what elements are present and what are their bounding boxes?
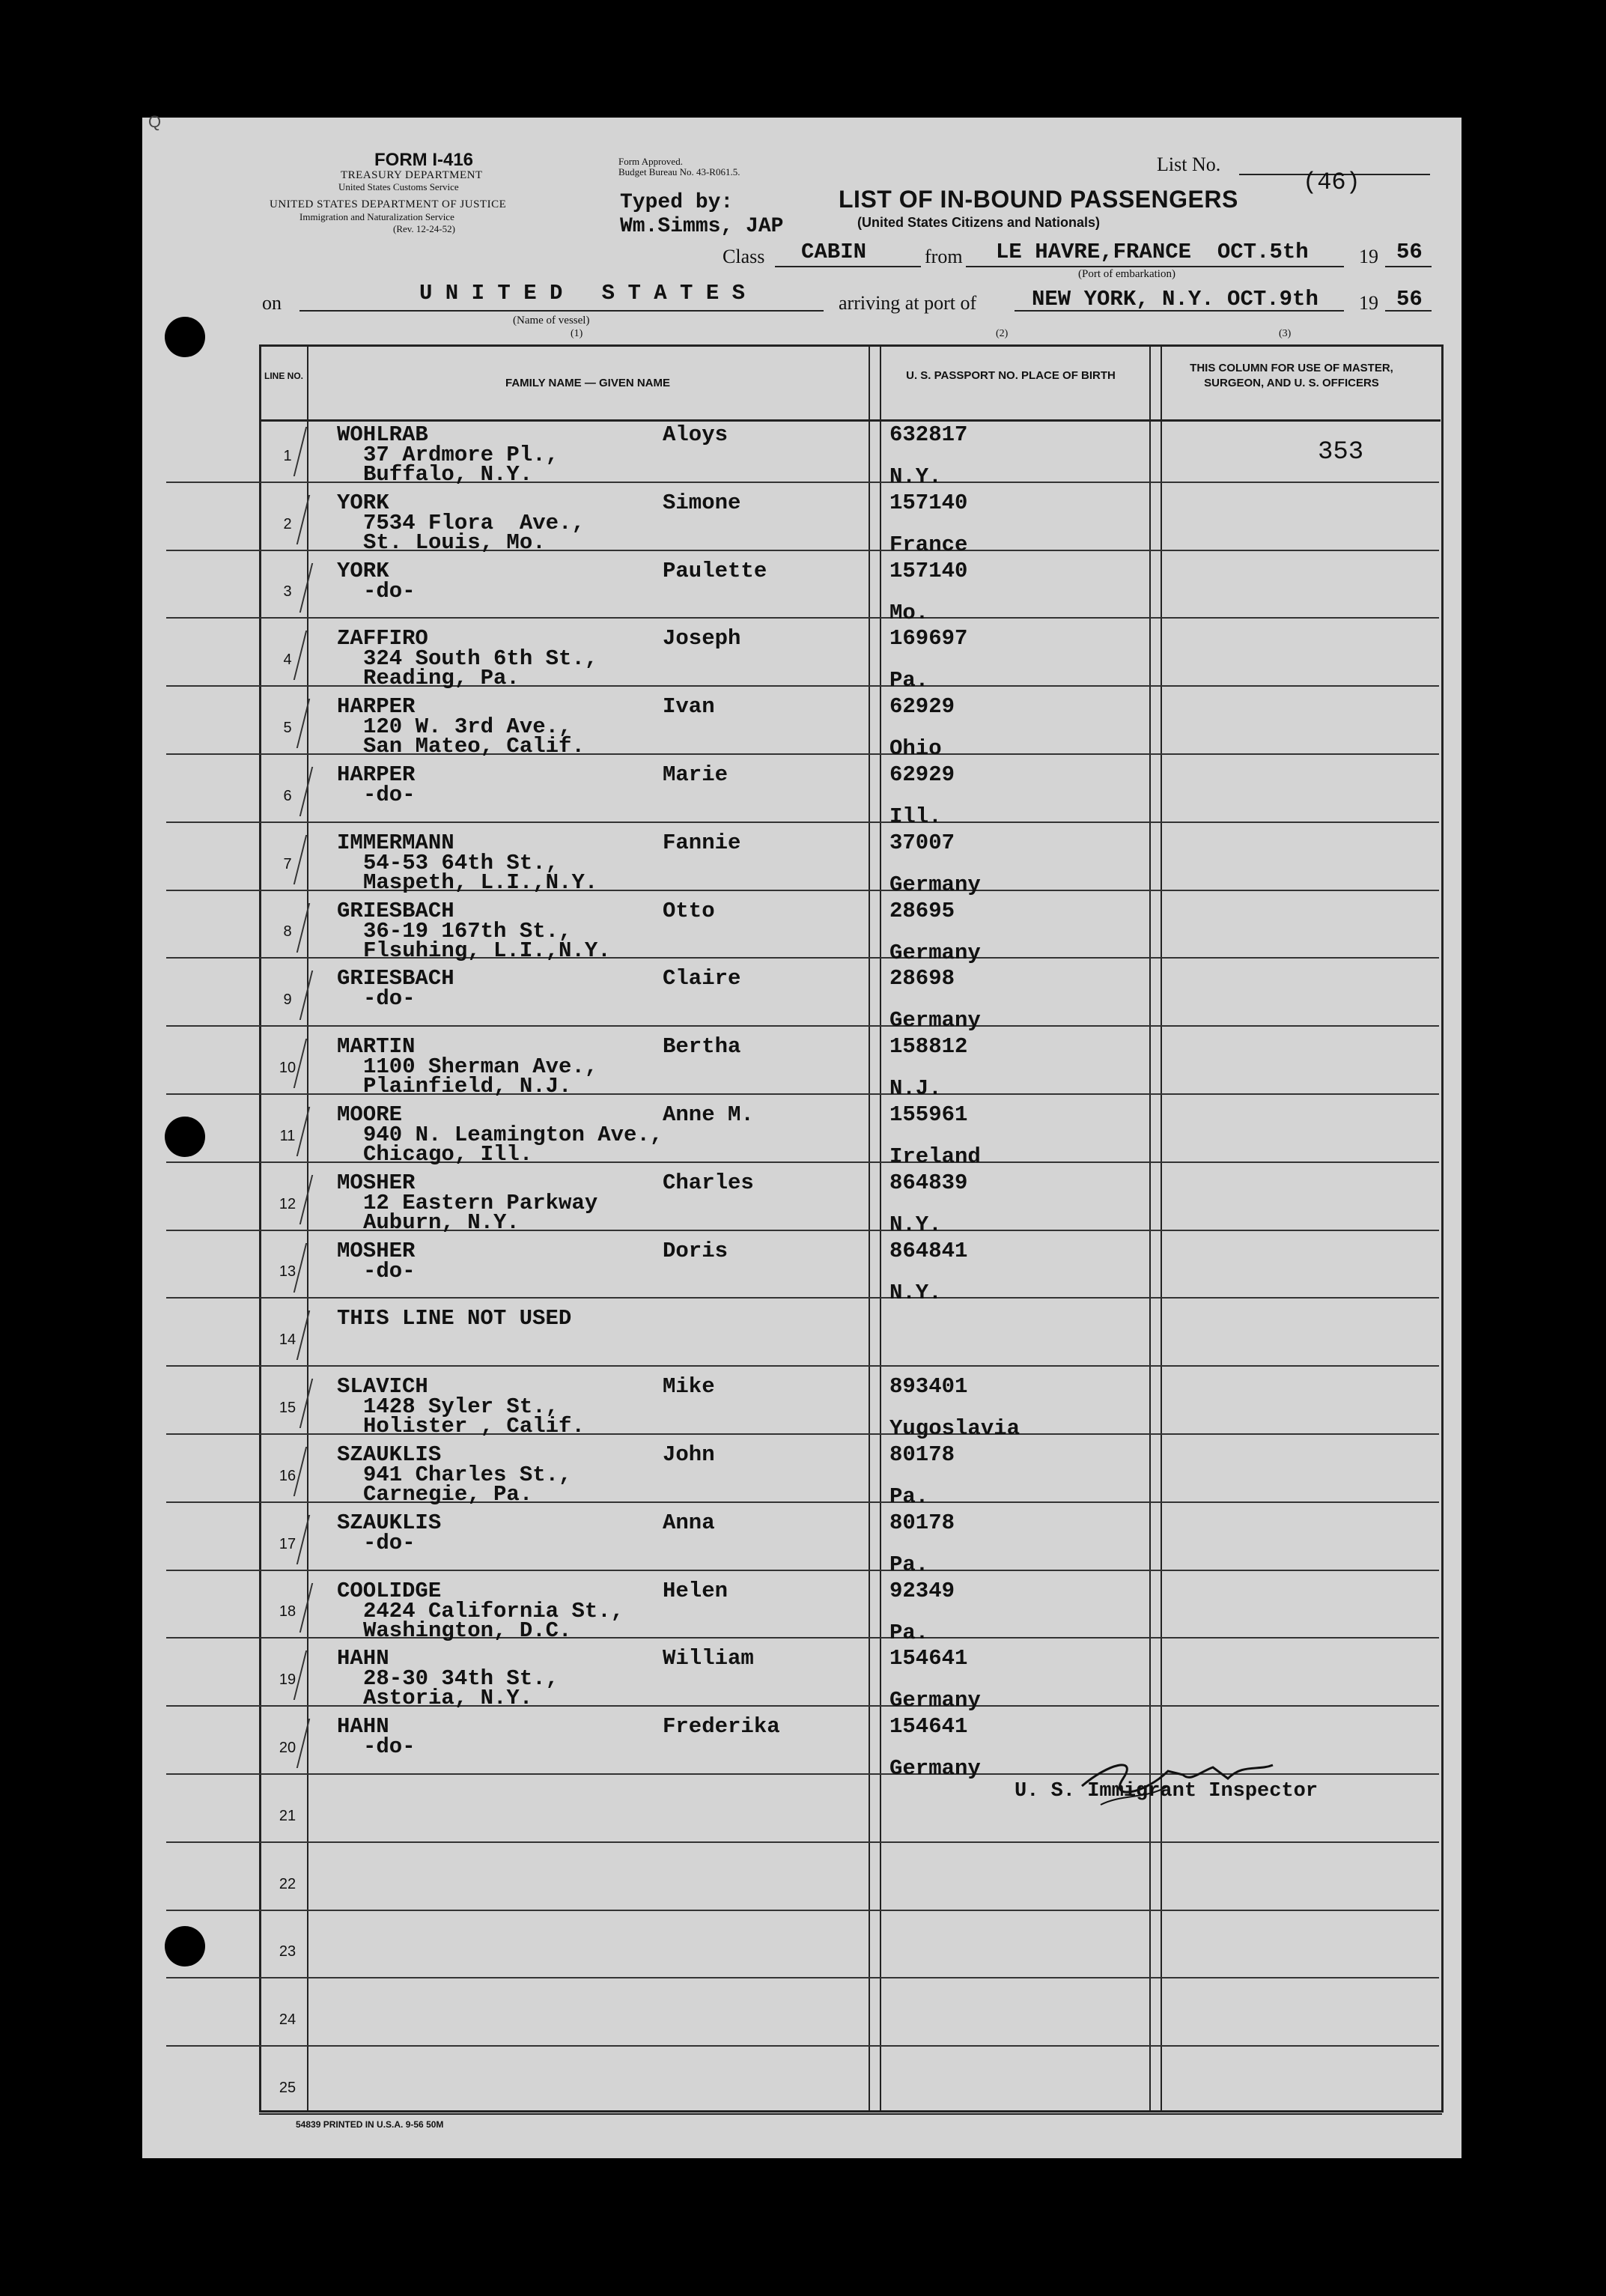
row-number: 6: [283, 787, 292, 804]
passport-number: 154641: [889, 1646, 968, 1671]
given-name: Claire: [663, 966, 741, 991]
given-name: William: [663, 1646, 754, 1671]
passport-number: 28695: [889, 898, 955, 923]
row-rule: [166, 1025, 1439, 1027]
year-underline-1: [1385, 266, 1432, 267]
row-rule: [166, 482, 1439, 483]
passport-number: 154641: [889, 1714, 968, 1740]
family-name: GRIESBACH: [337, 966, 454, 991]
family-name: YORK: [337, 490, 389, 515]
col2-note: (2): [996, 328, 1009, 339]
family-name: GRIESBACH: [337, 898, 454, 923]
address-line-1: -do-: [363, 578, 416, 604]
row-rule: [166, 753, 1439, 755]
family-name: SZAUKLIS: [337, 1442, 442, 1467]
list-no-label: List No.: [1157, 154, 1221, 175]
family-name: YORK: [337, 558, 389, 583]
header-passport: U. S. PASSPORT NO. PLACE OF BIRTH: [906, 369, 1116, 382]
col1-note: (1): [571, 328, 583, 339]
year-prefix-1: 19: [1359, 246, 1378, 267]
row-rule: [166, 1841, 1439, 1843]
class-underline: [775, 266, 921, 267]
given-name: Doris: [663, 1238, 729, 1263]
address-line-1: 941 Charles St.,: [363, 1463, 572, 1487]
family-name: MOORE: [337, 1102, 403, 1127]
address-line-1: 940 N. Leamington Ave.,: [363, 1123, 663, 1147]
family-name: MOSHER: [337, 1170, 416, 1195]
row-number: 24: [279, 2011, 296, 2029]
address-line-2: St. Louis, Mo.: [363, 529, 546, 555]
row-rule: [166, 1161, 1439, 1163]
given-name: Fannie: [663, 830, 741, 855]
address-line-2: Maspeth, L.I.,N.Y.: [363, 869, 598, 895]
place-of-birth: N.Y.: [889, 1212, 942, 1237]
row-number: 16: [279, 1467, 296, 1484]
address-line-1: -do-: [363, 1734, 416, 1760]
vessel-underline: [299, 310, 824, 312]
table-bottom-double: [259, 2113, 1442, 2115]
dept-customs: United States Customs Service: [338, 181, 459, 192]
row-rule: [166, 957, 1439, 959]
from-label: from: [925, 246, 963, 267]
address-line-1: 54-53 64th St.,: [363, 850, 559, 875]
address-line-2: Reading, Pa.: [363, 666, 520, 691]
passport-number: 62929: [889, 694, 955, 720]
row-number: 21: [279, 1807, 296, 1824]
passport-number: 157140: [889, 558, 968, 583]
place-of-birth: Ill.: [889, 804, 942, 829]
on-label: on: [262, 292, 282, 314]
place-of-birth: Pa.: [889, 1552, 929, 1577]
address-line-2: Auburn, N.Y.: [363, 1209, 520, 1235]
passport-number: 632817: [889, 422, 968, 447]
row-rule: [166, 890, 1439, 891]
row-rule: [166, 1705, 1439, 1707]
row-number: 7: [283, 855, 292, 872]
row-rule: [166, 1297, 1439, 1299]
address-line-1: 36-19 167th St.,: [363, 918, 572, 944]
family-name: SLAVICH: [337, 1374, 428, 1400]
punch-hole-top: [165, 317, 205, 357]
address-line-1: -do-: [363, 986, 416, 1012]
place-of-birth: Pa.: [889, 668, 929, 693]
address-line-1: 37 Ardmore Pl.,: [363, 443, 559, 467]
punch-hole-middle: [165, 1117, 205, 1157]
place-of-birth: Germany: [889, 940, 981, 965]
place-of-birth: Germany: [889, 1688, 981, 1713]
arriving-label: arriving at port of: [839, 292, 977, 314]
address-line-1: -do-: [363, 1258, 416, 1284]
row-rule: [166, 2045, 1439, 2047]
address-line-2: Buffalo, N.Y.: [363, 462, 533, 487]
family-name: WOHLRAB: [337, 422, 428, 447]
row-number: 14: [279, 1331, 296, 1349]
row-rule: [166, 1977, 1439, 1978]
address-line-1: -do-: [363, 1530, 416, 1555]
given-name: Frederika: [663, 1714, 780, 1740]
form-revision: (Rev. 12-24-52): [393, 223, 455, 234]
list-no-value: (46): [1303, 168, 1360, 196]
place-of-birth: Germany: [889, 1756, 981, 1782]
row-rule: [166, 1501, 1439, 1503]
row-number: 4: [283, 652, 292, 669]
family-name: IMMERMANN: [337, 830, 454, 855]
place-of-birth: Germany: [889, 872, 981, 897]
row-number: 13: [279, 1263, 296, 1281]
given-name: Mike: [663, 1374, 715, 1400]
address-line-2: San Mateo, Calif.: [363, 734, 585, 759]
passport-number: 169697: [889, 626, 968, 652]
place-of-birth: N.Y.: [889, 1280, 942, 1305]
port-embark-note: (Port of embarkation): [1078, 268, 1175, 280]
passport-number: 158812: [889, 1034, 968, 1060]
col3-note: (3): [1279, 328, 1292, 339]
typed-by-value: Wm.Simms, JAP: [620, 215, 784, 238]
row-rule: [166, 550, 1439, 551]
class-value: CABIN: [801, 240, 867, 264]
passport-number: 864839: [889, 1170, 968, 1195]
family-name: HARPER: [337, 694, 416, 720]
row-number: 15: [279, 1400, 296, 1416]
address-line-1: 324 South 6th St.,: [363, 646, 598, 672]
passport-number: 62929: [889, 762, 955, 787]
row-rule: [166, 685, 1439, 687]
family-name: MARTIN: [337, 1034, 416, 1060]
row-number: 19: [279, 1671, 296, 1689]
row-rule: [166, 617, 1439, 619]
place-of-birth: Pa.: [889, 1620, 929, 1645]
family-name: COOLIDGE: [337, 1578, 442, 1603]
header-rule: [259, 419, 1441, 422]
row-number: 3: [283, 583, 292, 601]
corner-mark: Q: [148, 112, 162, 131]
typed-by-label: Typed by:: [620, 191, 734, 214]
passport-number: 893401: [889, 1374, 968, 1400]
row-number: 11: [279, 1127, 296, 1144]
year-value-2: 56: [1396, 287, 1423, 312]
address-line-1: -do-: [363, 783, 416, 807]
address-line-1: 2424 California St.,: [363, 1598, 624, 1624]
place-of-birth: France: [889, 532, 968, 557]
address-line-2: Holister , Calif.: [363, 1414, 585, 1439]
address-line-1: 7534 Flora Ave.,: [363, 510, 585, 535]
given-name: Marie: [663, 762, 729, 787]
place-of-birth: Pa.: [889, 1484, 929, 1509]
row-number: 5: [283, 720, 292, 736]
family-name: HAHN: [337, 1714, 389, 1740]
vessel-name: U N I T E D S T A T E S: [419, 281, 746, 306]
passport-number: 864841: [889, 1238, 968, 1263]
address-line-1: 1428 Syler St.,: [363, 1394, 559, 1420]
place-of-birth: Ohio: [889, 736, 942, 762]
passport-number: 92349: [889, 1578, 955, 1603]
row-number: 10: [279, 1060, 296, 1076]
passport-number: 28698: [889, 966, 955, 991]
row-number: 22: [279, 1875, 296, 1892]
address-line-2: Flsuhing, L.I.,N.Y.: [363, 938, 611, 963]
row-number: 23: [279, 1943, 296, 1961]
place-of-birth: Germany: [889, 1008, 981, 1033]
family-name: HAHN: [337, 1646, 389, 1671]
header-line-no: LINE NO.: [264, 371, 303, 381]
row-rule: [166, 821, 1439, 823]
vessel-note: (Name of vessel): [513, 315, 590, 327]
row-rule: [166, 1365, 1439, 1367]
address-line-2: Washington, D.C.: [363, 1618, 572, 1643]
printer-footer: 54839 PRINTED IN U.S.A. 9-56 50M: [296, 2119, 444, 2130]
address-line-2: Carnegie, Pa.: [363, 1482, 533, 1507]
row-number: 20: [279, 1740, 296, 1756]
given-name: Anna: [663, 1510, 715, 1535]
given-name: Simone: [663, 490, 741, 515]
family-name: HARPER: [337, 762, 416, 787]
header-name: FAMILY NAME — GIVEN NAME: [505, 377, 671, 389]
given-name: Joseph: [663, 626, 741, 652]
address-line-1: 28-30 34th St.,: [363, 1666, 559, 1692]
row-number: 25: [279, 2080, 296, 2096]
row-number: 12: [279, 1195, 296, 1212]
place-of-birth: N.Y.: [889, 464, 942, 489]
row-rule: [166, 1230, 1439, 1231]
header-officers: THIS COLUMN FOR USE OF MASTER, SURGEON, AND U. S. OFFICERS: [1190, 362, 1393, 389]
passport-number: 80178: [889, 1442, 955, 1467]
row-rule: [166, 1637, 1439, 1639]
passport-number: 80178: [889, 1510, 955, 1535]
given-name: Anne M.: [663, 1102, 754, 1127]
address-line-1: 1100 Sherman Ave.,: [363, 1054, 598, 1080]
family-name: MOSHER: [337, 1238, 416, 1263]
passport-number: 155961: [889, 1102, 968, 1127]
address-line-1: 120 W. 3rd Ave.,: [363, 714, 572, 740]
address-line-1: 12 Eastern Parkway: [363, 1190, 598, 1215]
dept-ins: Immigration and Naturalization Service: [299, 211, 454, 222]
row-number: 2: [283, 515, 292, 532]
address-line-2: Astoria, N.Y.: [363, 1686, 533, 1711]
given-name: Helen: [663, 1578, 729, 1603]
form-title: LIST OF IN-BOUND PASSENGERS: [839, 186, 1238, 213]
family-name: ZAFFIRO: [337, 626, 428, 652]
row-rule: [166, 1570, 1439, 1571]
place-of-birth: Yugoslavia: [889, 1416, 1021, 1442]
row-rule: [166, 1093, 1439, 1095]
address-line-2: Plainfield, N.J.: [363, 1074, 572, 1099]
row-rule: [166, 1910, 1439, 1911]
year-prefix-2: 19: [1359, 292, 1378, 314]
row-number: 1: [283, 447, 292, 464]
budget-bureau: Budget Bureau No. 43-R061.5.: [618, 166, 740, 177]
family-name: THIS LINE NOT USED: [337, 1306, 572, 1331]
from-value: LE HAVRE,FRANCE OCT.5th: [996, 240, 1309, 264]
punch-hole-bottom: [165, 1926, 205, 1967]
form-approved: Form Approved.: [618, 156, 683, 167]
inspector-label: U. S. Immigrant Inspector: [1015, 1780, 1318, 1803]
given-name: Bertha: [663, 1034, 741, 1060]
given-name: Paulette: [663, 558, 767, 583]
row-rule: [166, 1433, 1439, 1435]
place-of-birth: N.J.: [889, 1076, 942, 1102]
row-number: 9: [283, 991, 292, 1009]
officer-note: 353: [1318, 438, 1364, 467]
class-label: Class: [723, 246, 765, 267]
given-name: Aloys: [663, 422, 729, 447]
row-number: 18: [279, 1603, 296, 1621]
row-number: 8: [283, 923, 292, 941]
row-number: 17: [279, 1535, 296, 1552]
given-name: Otto: [663, 898, 715, 923]
place-of-birth: Ireland: [889, 1144, 981, 1169]
form-number: FORM I-416: [374, 150, 474, 170]
passport-number: 37007: [889, 830, 955, 855]
from-underline: [966, 266, 1344, 267]
form-subtitle: (United States Citizens and Nationals): [857, 215, 1101, 230]
address-line-2: Chicago, Ill.: [363, 1142, 533, 1167]
dept-justice: UNITED STATES DEPARTMENT OF JUSTICE: [270, 198, 507, 210]
given-name: John: [663, 1442, 715, 1467]
given-name: Charles: [663, 1170, 754, 1195]
arrival-value: NEW YORK, N.Y. OCT.9th: [1032, 287, 1318, 312]
passport-number: 157140: [889, 490, 968, 515]
place-of-birth: Mo.: [889, 600, 929, 625]
dept-treasury: TREASURY DEPARTMENT: [341, 169, 483, 181]
given-name: Ivan: [663, 694, 715, 720]
year-value-1: 56: [1396, 240, 1423, 264]
family-name: SZAUKLIS: [337, 1510, 442, 1535]
